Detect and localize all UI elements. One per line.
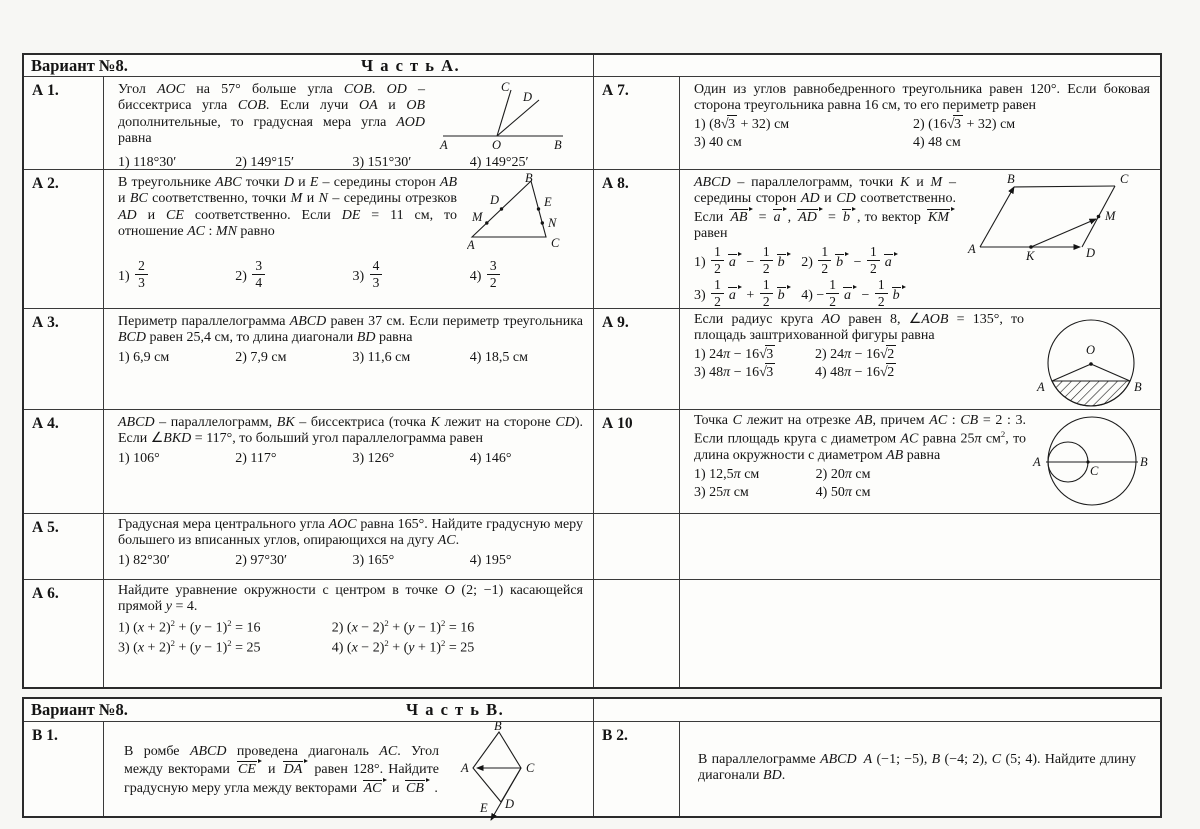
figure-a8-vector-ab [980,187,1014,247]
part-b-table [22,697,1162,818]
option-a10-4: 4) 50π см [815,484,871,500]
figure-a10-label-c: C [1090,464,1099,478]
problem-a10-options [680,465,1032,501]
part-a-title: Ч а с т ь А. [361,55,461,75]
problem-a6-text: Найдите уравнение окружности с центром в точке O (2; −1) касающейся прямой y = 4. [118,583,583,615]
empty-content-cell-2 [680,580,1160,687]
option-a2-3: 3) $\frac{4}{3}$ [353,259,470,290]
problem-a4-text: ABCD – параллелограмм, BK – биссектриса (точка K лежит на стороне CD). Если ∠BKD = 117°, то больший угол параллелограмма равен [118,415,583,447]
option-a6-1: 1) $(x + 2)^2 + (y - 1)^2 = 16$ [118,617,261,636]
option-a9-2: 2) 24π − 16√2 [814,346,895,362]
option-a8-3: 3) $\frac{1}{2}$ a + $\frac{1}{2}$ b [694,278,801,309]
figure-a2-label-b: B [525,173,533,185]
option-a4-3: 3) 126° [352,450,395,466]
option-a9-1: 1) 24π − 16√3 [694,346,774,362]
figure-a9-center-point [1089,362,1093,366]
problem-a8-options [680,243,962,310]
figure-a10-label-a: A [1033,455,1041,469]
problem-a1-text: Угол AOC на 57° больше угла COB. OD – биссектриса угла COB. Если лучи OA и OB дополнительные, то градусная мера угла AOD равна [118,82,426,147]
problem-a7-options [680,115,1160,151]
figure-a10-label-b: B [1140,455,1148,469]
part-a-table [22,53,1162,689]
problem-a6-cell [104,580,594,687]
figure-a10 [1032,413,1152,509]
figure-a2 [467,173,585,253]
option-a8-2: 2) $\frac{1}{2}$ b − $\frac{1}{2}$ a [801,245,962,276]
figure-a2-point-n [541,221,544,224]
option-a6-4: 4) $(x - 2)^2 + (y + 1)^2 = 25$ [331,638,475,657]
problem-b2-cell [680,722,1160,816]
problem-b1-text: В ромбе ABCD проведена диагональ AC. Угол между векторами CE и DA равен 128°. Найдите градусную меру угла между векторами AC и CB . [124,744,439,796]
option-a7-4: 4) 48 см [913,134,961,150]
figure-a2-point-m [485,221,488,224]
problem-a8-cell [680,170,1160,309]
option-a1-1: 1) 118°30′ [118,155,177,170]
figure-a2-label-e: E [544,195,552,209]
problem-a2-cell [104,170,594,309]
option-a3-2: 2) 7,9 см [235,349,287,365]
figure-a2-label-a: A [467,238,475,252]
problem-a3-options [104,347,593,366]
problem-a7-label: А 7. [594,77,680,170]
option-a5-1: 1) 82°30′ [118,552,170,568]
figure-a8-label-b: B [1007,173,1015,186]
problem-b1-left-column [104,722,447,797]
problem-a4-options [104,448,593,467]
option-a8-1: 1) $\frac{1}{2}$ a − $\frac{1}{2}$ b [694,245,801,276]
empty-label-cell-1 [594,514,680,580]
problem-a1-label: А 1. [24,77,104,170]
problem-a10-cell [680,410,1160,514]
problem-a6-options [104,616,593,657]
option-a6-2: 2) $(x - 2)^2 + (y - 1)^2 = 16$ [331,617,475,636]
problem-a9-cell [680,309,1160,410]
problem-a9-options [680,345,1030,381]
figure-b1-vector-ce [491,768,521,820]
figure-a2-triangle [472,181,546,237]
option-a1-4: 4) 149°25′ [469,155,529,170]
option-a1-3: 3) 151°30′ [352,155,412,170]
figure-b1-rhombus [473,732,521,802]
figure-a9-radius-oa [1052,364,1091,381]
part-b-title: Ч а с т ь В. [406,700,505,719]
problem-a7-text: Один из углов равнобедренного треугольника равен 120°. Если боковая сторона треугольника равна 16 см, то его периметр равен [694,82,1150,114]
variant-label-b: Вариант №8. [31,700,128,719]
figure-a8-label-d: D [1086,246,1096,260]
option-a5-4: 4) 195° [469,552,512,568]
problem-a9-label: А 9. [594,309,680,410]
option-a10-3: 3) 25π см [694,484,749,500]
figure-a1-label-c: C [501,80,510,94]
problem-a10-text: Точка C лежит на отрезке AB, причем AC : CB = 2 : 3. Если площадь круга с диаметром AC равна 25π $см^2$, то длина окружности с диаметром AB равна [694,413,1027,464]
part-b-header-right-empty [594,699,1160,722]
figure-b1-label-b: B [494,722,502,733]
option-a8-4: 4) − $\frac{1}{2}$ a − $\frac{1}{2}$ b [801,278,962,309]
option-a2-1: 1) $\frac{2}{3}$ [118,259,235,290]
problem-a5-label: А 5. [24,514,104,580]
option-a6-3: 3) $(x + 2)^2 + (y - 1)^2 = 25$ [118,638,261,657]
figure-a8-label-a: A [968,242,976,256]
figure-a1 [435,80,585,152]
empty-content-cell-1 [680,514,1160,580]
figure-a2-point-d [500,207,503,210]
option-a3-3: 3) 11,6 см [352,349,411,365]
problem-a1-cell [104,77,594,170]
problem-a3-text: Периметр параллелограмма ABCD равен 37 см. Если периметр треугольника BCD равен 25,4 см, то длина диагонали BD равна [118,314,584,346]
figure-a8 [962,173,1152,265]
problem-a1-options [104,152,593,170]
figure-a1-ray-od [497,100,539,136]
figure-a8-label-c: C [1120,173,1129,186]
option-a3-4: 4) 18,5 см [469,349,528,365]
figure-a9-hatched-segment [1052,381,1130,406]
option-a10-1: 1) 12,5π см [694,466,760,482]
figure-b1-label-d: D [505,797,515,811]
option-a2-4: 4) $\frac{3}{2}$ [470,259,587,290]
figure-a8-point-m [1097,215,1101,219]
option-a3-1: 1) 6,9 см [118,349,170,365]
figure-a1-ray-oc [497,90,511,136]
figure-b1-label-c: C [526,761,535,775]
figure-a2-label-d: D [490,193,500,207]
option-a9-3: 3) 48π − 16√3 [694,364,774,380]
problem-a8-label: А 8. [594,170,680,309]
problem-a8-left-column [680,170,962,309]
figure-a2-point-e [537,207,540,210]
problem-b1-label: В 1. [24,722,104,816]
figure-a8-label-k: K [1026,249,1035,263]
problem-a2-label: А 2. [24,170,104,309]
part-a-header-right-empty [594,55,1160,77]
figure-a2-label-c: C [551,236,560,250]
figure-a1-label-o: O [492,138,502,152]
figure-b1-label-a: A [461,761,469,775]
figure-a9-radius-ob [1091,364,1130,381]
problem-b2-label: В 2. [594,722,680,816]
figure-a8-side-bc [1014,186,1115,187]
problem-a7-cell [680,77,1160,170]
problem-a6-label: А 6. [24,580,104,687]
option-a4-1: 1) 106° [118,450,160,466]
problem-a5-cell [104,514,594,580]
option-a4-2: 2) 117° [235,450,277,466]
problem-a10-left-column [680,410,1032,501]
figure-a9-label-a: A [1037,380,1045,394]
problem-a10-label: А 10 [594,410,680,514]
problem-a2-options [104,253,593,290]
figure-a9-label-b: B [1134,380,1142,394]
option-a10-2: 2) 20π см [815,466,871,482]
problem-a4-label: А 4. [24,410,104,514]
option-a5-3: 3) 165° [352,552,395,568]
problem-a3-label: А 3. [24,309,104,410]
problem-a4-cell [104,410,594,514]
figure-a1-label-d: D [523,90,533,104]
figure-b1-label-e: E [480,801,488,815]
figure-a9 [1030,312,1152,410]
figure-b1 [447,722,547,828]
problem-a5-text: Градусная мера центрального угла AOC равна 165°. Найдите градусную меру большего из вписанных углов, опирающихся на дугу AC. [118,517,583,549]
problem-a9-left-column [680,309,1030,381]
variant-label-a: Вариант №8. [31,55,128,75]
problem-a3-cell [104,309,594,410]
figure-a9-label-o: O [1086,343,1096,357]
option-a7-2: 2) (16√3 + 32) см [913,116,1016,132]
part-a-header [24,55,594,77]
figure-a2-label-m: M [472,210,483,224]
problem-a8-text: ABCD – параллелограмм, точки K и M – середины сторон AD и CD соответственно. Если AB = a , AD = b , то вектор KM равен [694,175,957,242]
empty-label-cell-2 [594,580,680,687]
option-a1-2: 2) 149°15′ [235,155,295,170]
option-a7-1: 1) (8√3 + 32) см [694,116,790,132]
problem-a9-text: Если радиус круга AO равен 8, ∠AOB = 135°, то площадь заштрихованной фигуры равна [694,312,1024,344]
problem-a5-options [104,550,593,569]
figure-a2-label-n: N [548,216,557,230]
problem-a2-text: В треугольнике ABC точки D и E – середины сторон AB и BC соответственно, точки M и N – середины отрезков AD и CE соответственно. Если DE = 11 см, то отношение AC : MN равно [118,175,457,240]
figure-a8-vector-km [1031,219,1096,247]
problem-b2-text: В параллелограмме ABCD A (−1; −5), B (−4; 2), C (5; 4). Найдите длину диагонали BD. [698,752,1136,784]
part-b-header [24,699,594,722]
figure-a8-label-m: M [1105,209,1116,223]
figure-a1-label-a: A [440,138,448,152]
option-a4-4: 4) 146° [469,450,512,466]
figure-a1-label-b: B [554,138,562,152]
option-a5-2: 2) 97°30′ [235,552,288,568]
option-a9-4: 4) 48π − 16√2 [814,364,895,380]
option-a7-3: 3) 40 см [694,134,742,150]
option-a2-2: 2) $\frac{3}{4}$ [235,259,352,290]
problem-b1-cell [104,722,594,816]
figure-a10-big-circle [1048,417,1136,505]
